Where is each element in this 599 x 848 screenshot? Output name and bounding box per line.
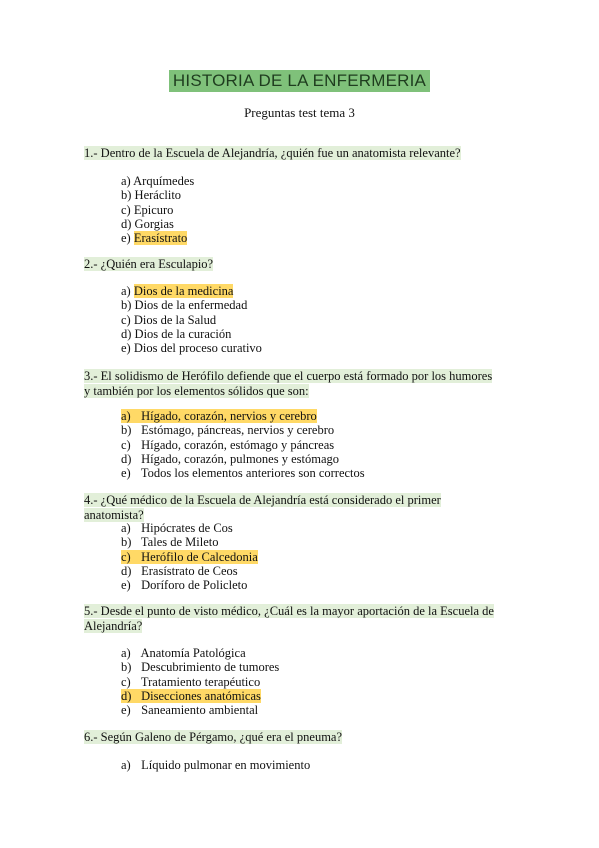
question-1-options: [121, 174, 194, 245]
option-a: a) Anatomía Patológica: [121, 646, 246, 660]
option-d: d) Erasístrato de Ceos: [121, 563, 238, 578]
option-c: c) Tratamiento terapéutico: [121, 674, 261, 689]
option-d: [121, 689, 279, 703]
question-text: 5.- Desde el punto de visto médico, ¿Cuál es la mayor aportación de la Escuela de Alejandría?: [84, 604, 494, 633]
option-a: a) Líquido pulmonar en movimiento: [121, 758, 311, 772]
option-e: e) Dios del proceso curativo: [121, 341, 262, 356]
option-d: d) Gorgias: [121, 216, 174, 231]
option-a: a) Arquímedes: [121, 174, 195, 188]
option-d: d) Dios de la curación: [121, 326, 232, 341]
question-text: 3.- El solidismo de Herófilo defiende que el cuerpo está formado por los humores y también por los elementos sólidos que son:: [84, 369, 493, 398]
option-c: [121, 550, 258, 564]
question-text: 2.- ¿Quién era Esculapio?: [84, 257, 214, 271]
option-d: d) Hígado, corazón, pulmones y estómago: [121, 451, 339, 466]
highlighted-answer: d) Disecciones anatómicas: [121, 688, 261, 703]
option-e: e) Saneamiento ambiental: [121, 703, 259, 718]
option-a: a) Hipócrates de Cos: [121, 521, 233, 535]
option-b: b) Estómago, páncreas, nervios y cerebro: [121, 423, 335, 438]
document-title: HISTORIA DE LA ENFERMERIA: [169, 70, 430, 92]
question-text: 4.- ¿Qué médico de la Escuela de Alejandría está considerado el primer anatomista?: [84, 493, 441, 522]
option-b: b) Tales de Mileto: [121, 535, 219, 550]
highlighted-answer: Erasístrato: [133, 231, 188, 246]
question-4: [84, 493, 494, 523]
option-e: e) Erasístrato: [121, 231, 188, 246]
question-text: 1.- Dentro de la Escuela de Alejandría, ¿quién fue un anatomista relevante?: [84, 146, 461, 160]
option-c: c) Epicuro: [121, 202, 174, 217]
question-4-options: [121, 521, 258, 592]
option-e: e) Doríforo de Policleto: [121, 578, 248, 593]
question-6-options: [121, 758, 310, 772]
highlighted-answer: c) Herófilo de Calcedonia: [121, 549, 258, 564]
question-5: [84, 604, 494, 634]
option-b: b) Dios de la enfermedad: [121, 298, 248, 313]
question-6: [84, 730, 494, 745]
option-a: [121, 409, 365, 423]
question-1: [84, 146, 494, 161]
option-c: c) Hígado, corazón, estómago y páncreas: [121, 437, 335, 452]
option-a: a) Dios de la medicina: [121, 284, 234, 298]
option-c: c) Dios de la Salud: [121, 312, 217, 327]
question-2-options: [121, 284, 262, 355]
question-3-options: [121, 409, 365, 480]
question-3: [84, 369, 494, 399]
option-e: e) Todos los elementos anteriores son correctos: [121, 466, 365, 481]
question-5-options: [121, 646, 279, 717]
document-subtitle: Preguntas test tema 3: [244, 105, 355, 120]
option-b: b) Descubrimiento de tumores: [121, 660, 280, 675]
highlighted-answer: a) Hígado, corazón, nervios y cerebro: [121, 409, 317, 423]
question-2: [84, 257, 494, 272]
highlighted-answer: Dios de la medicina: [133, 284, 234, 298]
question-text: 6.- Según Galeno de Pérgamo, ¿qué era el pneuma?: [84, 730, 343, 744]
option-b: b) Heráclito: [121, 188, 182, 203]
